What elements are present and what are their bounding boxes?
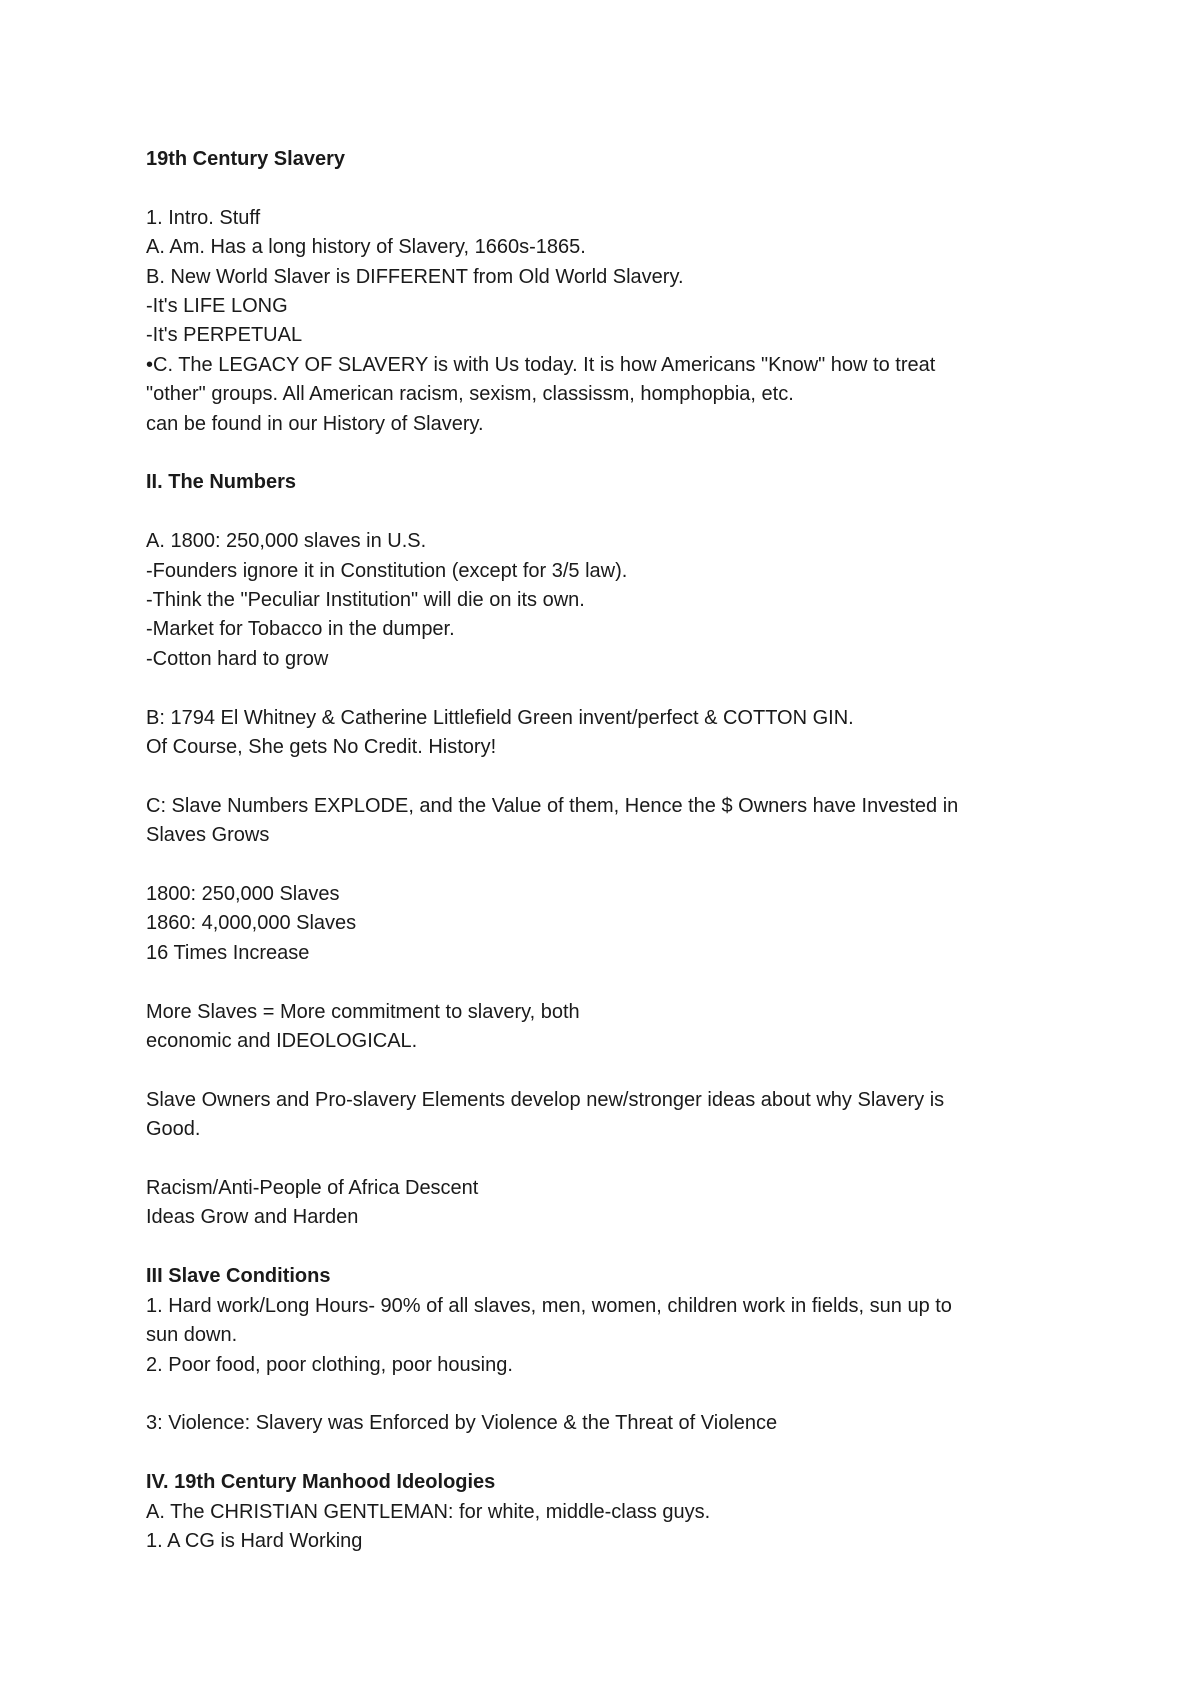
text-line: 1860: 4,000,000 Slaves (146, 912, 357, 935)
text-line: A. 1800: 250,000 slaves in U.S. (146, 530, 427, 553)
text-line: 2. Poor food, poor clothing, poor housing. (146, 1353, 513, 1376)
section-manhood-heading: IV. 19th Century Manhood Ideologies (146, 1471, 496, 1494)
text-line: 16 Times Increase (146, 941, 310, 964)
spacer (146, 498, 1086, 527)
text-line: Of Course, She gets No Credit. History! (146, 736, 497, 759)
text-line: -It's LIFE LONG (146, 295, 288, 318)
text-line: Ideas Grow and Harden (146, 1206, 359, 1229)
section-numbers-heading: II. The Numbers (146, 471, 297, 494)
text-line: 1. Hard work/Long Hours- 90% of all slaves, men, women, children work in fields, sun up to (146, 1294, 952, 1317)
spacer (146, 1439, 1086, 1468)
text-line: -Founders ignore it in Constitution (except for 3/5 law). (146, 559, 628, 582)
text-line: can be found in our History of Slavery. (146, 412, 484, 435)
section-conditions-heading: III Slave Conditions (146, 1265, 331, 1288)
spacer (146, 1233, 1086, 1262)
text-line: -Think the "Peculiar Institution" will die on its own. (146, 589, 585, 612)
text-line: C: Slave Numbers EXPLODE, and the Value of them, Hence the $ Owners have Invested in (146, 794, 959, 817)
text-line: Good. (146, 1118, 201, 1141)
spacer (146, 968, 1086, 997)
spacer (146, 762, 1086, 791)
text-line: Slaves Grows (146, 824, 270, 847)
text-line: -It's PERPETUAL (146, 324, 303, 347)
spacer (146, 1145, 1086, 1174)
text-line: Racism/Anti-People of Africa Descent (146, 1177, 479, 1200)
text-line: B: 1794 El Whitney & Catherine Littlefield Green invent/perfect & COTTON GIN. (146, 706, 854, 729)
text-line: 1. A CG is Hard Working (146, 1529, 363, 1552)
spacer (146, 439, 1086, 468)
text-line: 3: Violence: Slavery was Enforced by Violence & the Threat of Violence (146, 1412, 778, 1435)
text-line: A. The CHRISTIAN GENTLEMAN: for white, middle-class guys. (146, 1500, 711, 1523)
text-line: economic and IDEOLOGICAL. (146, 1030, 418, 1053)
text-line: "other" groups. All American racism, sexism, classissm, homphopbia, etc. (146, 383, 794, 406)
spacer (146, 851, 1086, 880)
spacer (146, 1056, 1086, 1085)
document-page (146, 145, 1086, 1556)
spacer (146, 674, 1086, 703)
text-line: -Market for Tobacco in the dumper. (146, 618, 455, 641)
spacer (146, 1380, 1086, 1409)
text-line: More Slaves = More commitment to slavery, both (146, 1000, 580, 1023)
section-intro-heading: 1. Intro. Stuff (146, 206, 261, 229)
text-line: A. Am. Has a long history of Slavery, 1660s-1865. (146, 236, 586, 259)
document-title: 19th Century Slavery (146, 148, 345, 170)
text-line: sun down. (146, 1324, 238, 1347)
text-line: 1800: 250,000 Slaves (146, 883, 340, 906)
text-line: •C. The LEGACY OF SLAVERY is with Us today. It is how Americans "Know" how to treat (146, 353, 936, 376)
text-line: -Cotton hard to grow (146, 647, 329, 670)
text-line: Slave Owners and Pro-slavery Elements develop new/stronger ideas about why Slavery is (146, 1088, 945, 1111)
text-line: B. New World Slaver is DIFFERENT from Old World Slavery. (146, 265, 684, 288)
spacer (146, 174, 1086, 203)
